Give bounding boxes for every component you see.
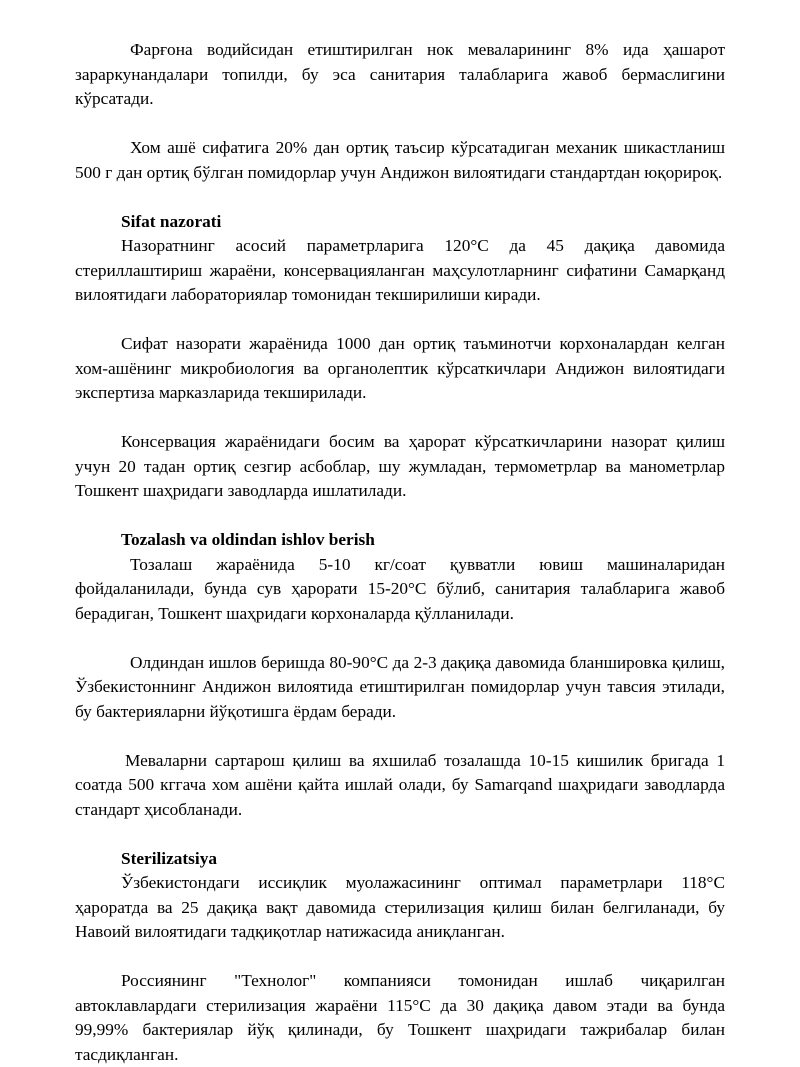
paragraph-control-parameters: Назоратнинг асосий параметрларига 120°С да 45 дақиқа давомида стериллаштириш жараёни, консервацияланган маҳсулотларнинг сифатини Самарқанд вилоятидаги лабораториялар томонидан текширилиши киради.	[75, 236, 725, 304]
heading-cleaning-preprocessing: Tozalash va oldindan ishlov berish	[121, 530, 375, 549]
paragraph-gap	[75, 504, 725, 529]
paragraph-thermal-parameters: Ўзбекистондаги иссиқлик муолажасининг оптимал параметрлари 118°С ҳароратда ва 25 дақиқа вақт давомида стерилизация қилиш билан белгиланади, бу Навоий вилоятидаги тадқиқотлар натижасида аниқланган.	[75, 873, 725, 941]
paragraph-blanching: Олдиндан ишлов беришда 80-90°С да 2-3 дақиқа давомида бланшировка қилиш, Ўзбекистоннинг Андижон вилоятида етиштирилган помидорлар учун тавсия этилади, бу бактерияларни йўқотишга ёрдам беради.	[75, 652, 725, 721]
paragraph-gap	[75, 185, 725, 210]
paragraph-washing-machines: Тозалаш жараёнида 5-10 кг/соат қувватли ювиш машиналаридан фойдаланилади, бунда сув ҳарорати 15-20°С бўлиб, санитария талабларига жавоб берадиган, Тошкент шаҳридаги корхоналарда қўлланилади.	[75, 554, 725, 623]
paragraph-raw-material-check: Сифат назорати жараёнида 1000 дан ортиқ таъминотчи корхоналардан келган хом-ашёнинг микробиология ва органолептик кўрсаткичлари Андижон вилоятидаги экспертиза марказларида текширилади.	[75, 334, 725, 402]
paragraph-autoclave-process: Россиянинг "Технолог" компанияси томонидан ишлаб чиқарилган автоклавлардаги стерилизация жараёни 115°С да 30 дақиқа давом этади ва бунда 99,99% бактериялар йўқ қилинади, бу Тошкент шаҳридаги тажрибалар билан тасдиқланган.	[75, 971, 725, 1064]
paragraph-tomato-damage: Хом ашё сифатига 20% дан ортиқ таъсир кўрсатадиган механик шикастланиш 500 г дан ортиқ бўлган помидорлар учун Андижон вилоятидаги стандартдан юқорироқ.	[75, 138, 725, 182]
paragraph-gap	[75, 112, 725, 137]
paragraph-pear-pests: Фарғона водийсидан етиштирилган нок меваларининг 8% ида ҳашарот зараркунандалари топилди, бу эса санитария талабларига жавоб бермаслигини кўрсатади.	[75, 40, 725, 108]
heading-quality-control: Sifat nazorati	[121, 211, 222, 231]
paragraph-gap	[75, 308, 725, 333]
paragraph-gap	[75, 945, 725, 970]
heading-sterilization: Sterilizatsiya	[121, 848, 217, 868]
paragraph-sorting-brigade: Меваларни сартарош қилиш ва яхшилаб тозалашда 10-15 кишилик бригада 1 соатда 500 кггача хом ашёни қайта ишлай олади, бу Samarqand шаҳридаги заводларда стандарт ҳисобланади.	[75, 750, 725, 819]
paragraph-gap	[75, 406, 725, 431]
paragraph-gap	[75, 626, 725, 651]
paragraph-gap	[75, 724, 725, 749]
paragraph-gap	[75, 822, 725, 847]
paragraph-pressure-instruments: Консервация жараёнидаги босим ва ҳарорат кўрсаткичларини назорат қилиш учун 20 тадан ортиқ сезгир асбоблар, шу жумладан, термометрлар ва манометрлар Тошкент шаҳридаги заводларда ишлатилади.	[75, 432, 725, 500]
